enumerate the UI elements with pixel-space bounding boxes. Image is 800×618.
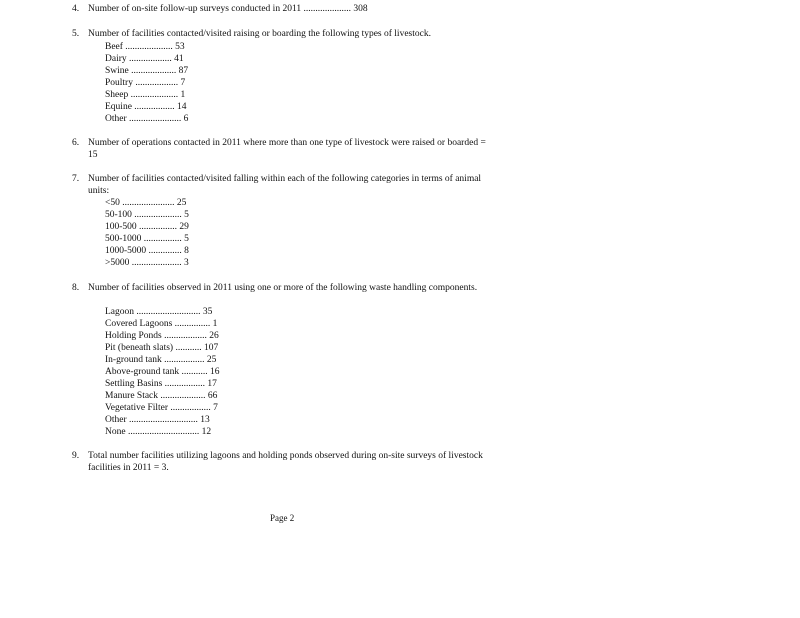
item-text: Number of on-site follow-up surveys conducted in 2011 .................... 308 [88, 4, 368, 14]
list-item: Poultry .................. 7 [105, 78, 186, 88]
item-text: Number of facilities contacted/visited falling within each of the following categories in terms of animal units: [88, 174, 482, 196]
list-item: Settling Basins ................. 17 [105, 379, 217, 389]
list-item: Lagoon ........................... 35 [105, 307, 213, 317]
list-item: Vegetative Filter ................. 7 [105, 403, 218, 413]
item-text: Number of facilities observed in 2011 using one or more of the following waste handling components. [88, 283, 478, 293]
list-item: 50-100 .................... 5 [105, 210, 189, 220]
list-item: In-ground tank ................. 25 [105, 355, 217, 365]
list-item: Holding Ponds .................. 26 [105, 331, 219, 341]
item-number: 5. [72, 29, 80, 39]
livestock-type-list [105, 41, 188, 125]
item-number: 8. [72, 283, 80, 293]
list-item: Sheep .................... 1 [105, 90, 186, 100]
list-item: Other ............................. 13 [105, 415, 210, 425]
list-item: Other ...................... 6 [105, 114, 189, 124]
item-8 [72, 283, 492, 295]
item-number: 4. [72, 4, 80, 14]
item-5 [72, 29, 492, 41]
list-item: Beef .................... 53 [105, 42, 185, 52]
list-item: Manure Stack ................... 66 [105, 391, 218, 401]
list-item: >5000 ..................... 3 [105, 258, 189, 268]
page-number: Page 2 [270, 513, 295, 523]
item-number: 9. [72, 451, 80, 461]
item-number: 6. [72, 138, 80, 148]
list-item: Pit (beneath slats) ........... 107 [105, 343, 219, 353]
item-text: Number of operations contacted in 2011 where more than one type of livestock were raised or boarded = 15 [88, 138, 486, 160]
item-text: Number of facilities contacted/visited raising or boarding the following types of livestock. [88, 29, 431, 39]
list-item: 500-1000 ................ 5 [105, 234, 189, 244]
item-text: Total number facilities utilizing lagoons and holding ponds observed during on-site surveys of livestock facilities in 2011 = 3. [88, 451, 483, 473]
list-item: 1000-5000 .............. 8 [105, 246, 189, 256]
list-item: 100-500 ................ 29 [105, 222, 189, 232]
item-number: 7. [72, 174, 80, 184]
list-item: Swine ................... 87 [105, 66, 189, 76]
list-item: Covered Lagoons ............... 1 [105, 319, 218, 329]
animal-unit-category-list [105, 197, 189, 269]
list-item: None .............................. 12 [105, 427, 212, 437]
item-7 [72, 174, 492, 197]
item-6 [72, 138, 492, 161]
item-4 [72, 4, 492, 16]
item-9 [72, 451, 492, 474]
list-item: Above-ground tank ........... 16 [105, 367, 220, 377]
list-item: <50 ...................... 25 [105, 198, 187, 208]
list-item: Dairy .................. 41 [105, 54, 184, 64]
list-item: Equine ................. 14 [105, 102, 187, 112]
waste-handling-component-list [105, 306, 220, 438]
